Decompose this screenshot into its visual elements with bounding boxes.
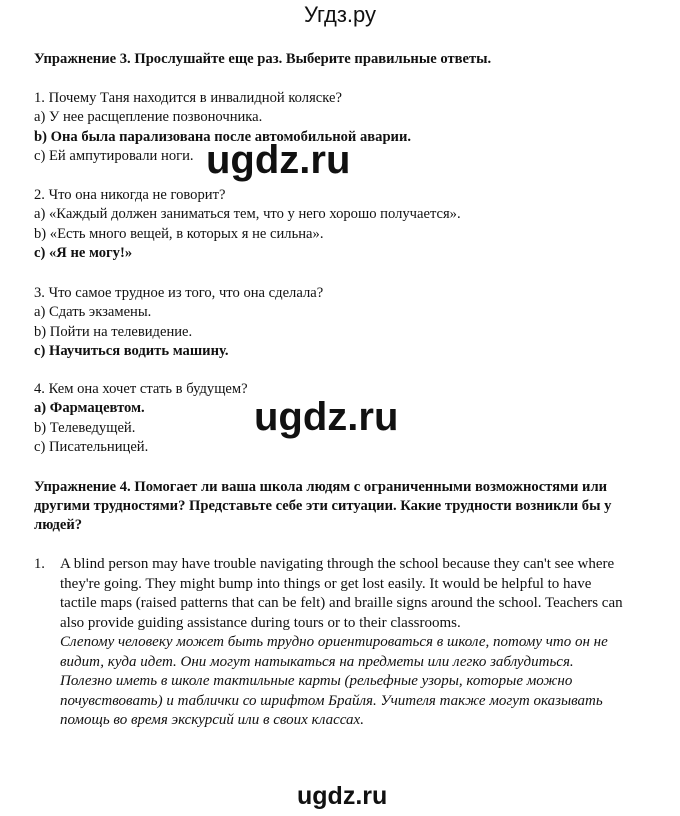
question-3-option-b: b) Пойти на телевидение. — [34, 323, 193, 340]
question-2-option-c: c) «Я не могу!» — [34, 245, 133, 262]
question-3 — [34, 284, 323, 362]
question-3-option-a: a) Сдать экзамены. — [34, 304, 152, 321]
question-2-option-a: a) «Каждый должен заниматься тем, что у него хорошо получается». — [34, 206, 461, 223]
watermark: ugdz.ru — [297, 782, 388, 810]
question-4-text: 4. Кем она хочет стать в будущем? — [34, 381, 248, 397]
question-4 — [34, 380, 248, 458]
question-2-text: 2. Что она никогда не говорит? — [34, 187, 226, 203]
question-1-option-a: a) У нее расщепление позвоночника. — [34, 109, 263, 126]
site-header: Угдз.ру — [303, 2, 377, 27]
answer-item-1-number: 1. — [34, 556, 45, 572]
watermark: ugdz.ru — [254, 395, 399, 439]
question-2 — [34, 186, 461, 264]
question-1-option-b: b) Она была парализована после автомобильной аварии. — [34, 128, 412, 145]
watermark: ugdz.ru — [206, 138, 351, 182]
question-4-option-a: a) Фармацевтом. — [34, 400, 145, 417]
exercise-4-title: Упражнение 4. Помогает ли ваша школа людям с ограниченными возможностями или другими трудностями? Представьте себе эти ситуации. Какие трудности возникли бы у людей? — [34, 479, 612, 533]
answer-item-1-russian: Слепому человеку может быть трудно ориентироваться в школе, потому что он не видит, куда идет. Они могут натыкаться на предметы или легко заблудиться. Полезно иметь в школе тактильные карты (рельефные узоры, которые можно почувствовать) и таблички со шрифтом Брайля. Учителя также могут оказывать помощь во время экскурсий или в своих классах. — [60, 634, 608, 728]
answer-item-1-english: A blind person may have trouble navigating through the school because they can't see where they're going. They might bump into things or get lost easily. It would be helpful to have tactile maps (raised patterns that can be felt) and braille signs around the school. Teachers can also provide guiding assistance during tours or to their classrooms. — [60, 556, 623, 631]
question-3-option-c: c) Научиться водить машину. — [34, 343, 229, 360]
answer-item-1 — [34, 555, 624, 731]
question-4-option-c: c) Писательницей. — [34, 439, 149, 456]
question-1-text: 1. Почему Таня находится в инвалидной коляске? — [34, 90, 342, 106]
question-1-option-c: c) Ей ампутировали ноги. — [34, 148, 194, 165]
question-4-option-b: b) Телеведущей. — [34, 419, 136, 436]
exercise-3-title: Упражнение 3. Прослушайте еще раз. Выберите правильные ответы. — [34, 51, 492, 67]
question-2-option-b: b) «Есть много вещей, в которых я не сильна». — [34, 225, 324, 242]
question-3-text: 3. Что самое трудное из того, что она сделала? — [34, 285, 324, 301]
